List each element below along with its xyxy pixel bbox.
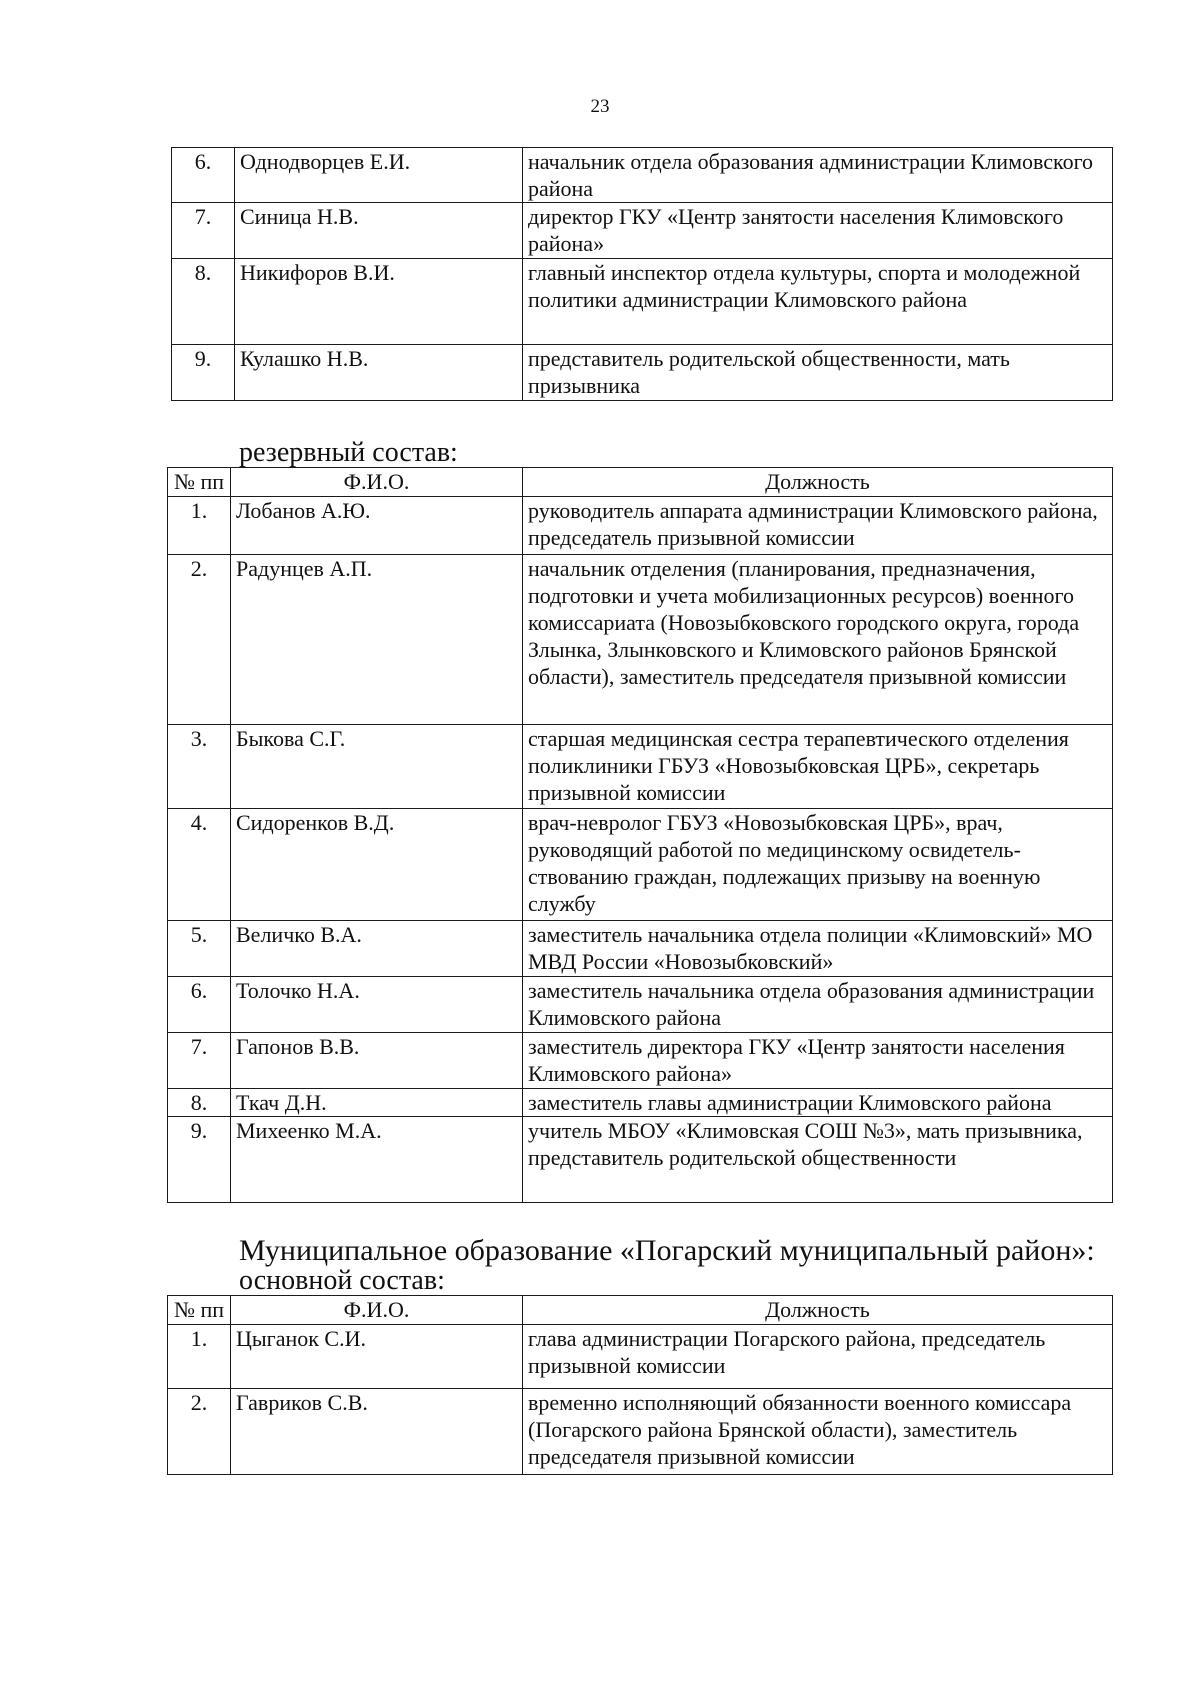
reserve-members-table [167,467,1113,1203]
header-number: № пп [168,1296,231,1325]
row-number: 5. [168,921,231,977]
member-name: Михеенко М.А. [231,1117,523,1203]
header-position: Должность [523,468,1113,497]
table-row [168,921,1113,977]
member-position: главный инспектор отдела культуры, спорта и молодежной политики администрации Климовского района [523,259,1113,345]
member-position: старшая медицинская сестра терапевтического отделения поликлиники ГБУЗ «Новозыбковская ЦРБ», секретарь призывной комиссии [523,725,1113,809]
member-position: заместитель начальника отдела образования администрации Климовского района [523,977,1113,1033]
table-row [168,977,1113,1033]
member-name: Кулашко Н.В. [235,345,523,401]
member-position: учитель МБОУ «Климовская СОШ №3», мать призывника, представитель родительской общественности [523,1117,1113,1203]
table-row [168,555,1113,725]
table-row [168,1089,1113,1117]
row-number: 7. [168,1033,231,1089]
row-number: 7. [172,203,235,259]
member-name: Гавриков С.В. [231,1389,523,1475]
table-row [172,345,1113,401]
member-position: начальник отдела образования администрации Климовского района [523,148,1113,203]
member-name: Радунцев А.П. [231,555,523,725]
member-name: Никифоров В.И. [235,259,523,345]
row-number: 4. [168,809,231,921]
header-name: Ф.И.О. [231,468,523,497]
row-number: 2. [168,555,231,725]
table-row [168,1389,1113,1475]
member-name: Гапонов В.В. [231,1033,523,1089]
row-number: 8. [168,1089,231,1117]
member-name: Лобанов А.Ю. [231,497,523,555]
member-name: Однодворцев Е.И. [235,148,523,203]
table-row [172,148,1113,203]
table-header-row [168,468,1113,497]
member-name: Толочко Н.А. [231,977,523,1033]
member-name: Быкова С.Г. [231,725,523,809]
table-row [168,725,1113,809]
table-row [168,497,1113,555]
member-name: Синица Н.В. [235,203,523,259]
member-position: врач-невролог ГБУЗ «Новозыбковская ЦРБ», врач, руководящий работой по медицинскому освидетель-ствованию граждан, подлежащих призыву на военную службу [523,809,1113,921]
table-row [172,259,1113,345]
member-position: заместитель начальника отдела полиции «Климовский» МО МВД России «Новозыбковский» [523,921,1113,977]
row-number: 2. [168,1389,231,1475]
table-row [168,809,1113,921]
row-number: 1. [168,497,231,555]
municipality-heading: Муниципальное образование «Погарский муниципальный район»: [239,1234,1095,1267]
table-row [172,203,1113,259]
row-number: 6. [168,977,231,1033]
reserve-heading: резервный состав: [239,437,458,468]
table-header-row [168,1296,1113,1325]
row-number: 1. [168,1325,231,1389]
table-row [168,1325,1113,1389]
page-number: 23 [590,96,610,117]
header-number: № пп [168,468,231,497]
row-number: 3. [168,725,231,809]
main-composition-heading: основной состав: [239,1265,445,1296]
main-members-table [167,1295,1113,1475]
member-position: заместитель директора ГКУ «Центр занятости населения Климовского района» [523,1033,1113,1089]
header-name: Ф.И.О. [231,1296,523,1325]
header-position: Должность [523,1296,1113,1325]
member-position: заместитель главы администрации Климовского района [523,1089,1113,1117]
member-position: руководитель аппарата администрации Климовского района, председатель призывной комиссии [523,497,1113,555]
member-name: Ткач Д.Н. [231,1089,523,1117]
row-number: 9. [172,345,235,401]
row-number: 6. [172,148,235,203]
member-position: начальник отделения (планирования, предназначения, подготовки и учета мобилизационных ресурсов) военного комиссариата (Новозыбковского городского округа, города Злынка, Злынковского и Климовского районов Брянской области), заместитель председателя призывной комиссии [523,555,1113,725]
member-name: Цыганок С.И. [231,1325,523,1389]
row-number: 8. [172,259,235,345]
member-position: глава администрации Погарского района, председатель призывной комиссии [523,1325,1113,1389]
member-position: временно исполняющий обязанности военного комиссара (Погарского района Брянской области), заместитель председателя призывной комиссии [523,1389,1113,1475]
member-position: директор ГКУ «Центр занятости населения Климовского района» [523,203,1113,259]
table-row [168,1033,1113,1089]
table-row [168,1117,1113,1203]
member-name: Величко В.А. [231,921,523,977]
row-number: 9. [168,1117,231,1203]
member-position: представитель родительской общественности, мать призывника [523,345,1113,401]
member-name: Сидоренков В.Д. [231,809,523,921]
continued-members-table [171,147,1113,401]
